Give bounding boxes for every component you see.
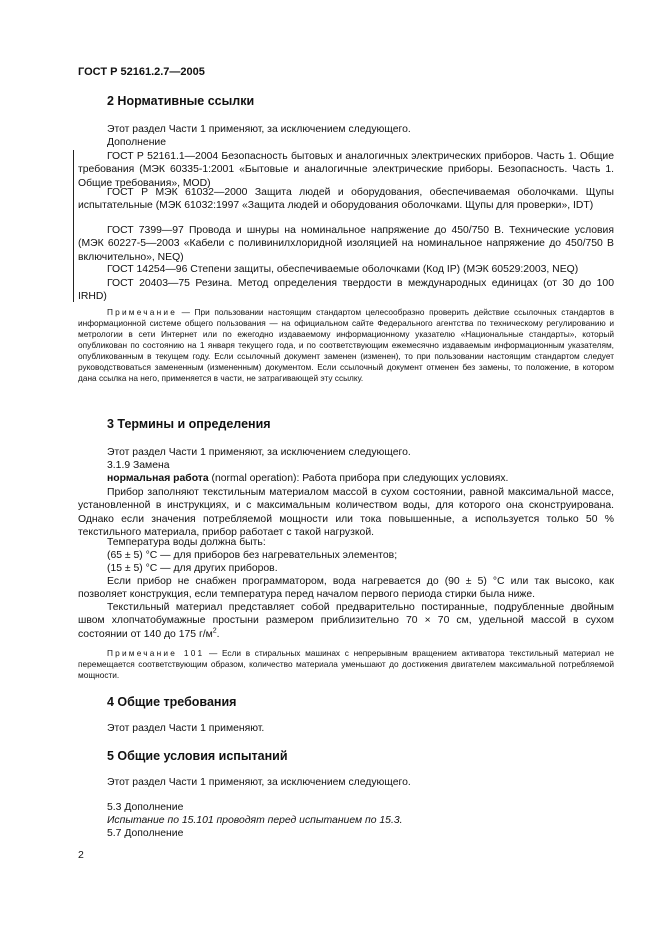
- clause-3-1-9: 3.1.9 Замена: [107, 460, 170, 471]
- term-definition-text: (normal operation): Работа прибора при следующих условиях.: [208, 473, 509, 484]
- clause-5-7: 5.7 Дополнение: [107, 828, 184, 839]
- section-3-note: [78, 648, 614, 681]
- note-label: Примечание: [107, 307, 178, 317]
- section-3-title: 3 Термины и определения: [107, 417, 271, 431]
- page-number: 2: [78, 849, 84, 861]
- water-temperature-2: (15 ± 5) °С — для других приборов.: [107, 563, 278, 574]
- water-temperature-heading: Температура воды должна быть:: [107, 537, 266, 548]
- section-2-intro: Этот раздел Части 1 применяют, за исключением следующего.: [107, 124, 411, 135]
- water-temperature-1: (65 ± 5) °С — для приборов без нагревательных элементов;: [107, 550, 398, 561]
- note-101-label: Примечание 101: [107, 648, 205, 658]
- reference-gost-52161-1: ГОСТ Р 52161.1—2004 Безопасность бытовых и аналогичных электрических приборов. Часть 1. Общие требования (МЭК 60335-1:2001 «Бытовые и аналогичные электрические приборы. Безопасность. Часть 1. Общие требования», MOD): [78, 151, 614, 189]
- section-2-addition: Дополнение: [107, 137, 167, 148]
- change-bar: [73, 150, 74, 302]
- clause-5-3-text: [78, 814, 614, 827]
- term-definition: [78, 472, 614, 485]
- note-text: — При пользовании настоящим стандартом целесообразно проверить действие ссылочных стандартов в информационной системе общего пользования — на официальном сайте Федерального агентства по техническому регулированию и метрологии в сети Интернет или по ежегодно издаваемому информационному указателю «Национальные стандарты», который опубликован по состоянию на 1 января текущего года, и по соответствующим ежемесячно издаваемым информационным указателям, опубликованным в текущем году. Если ссылочный документ заменен (изменен), то при пользовании настоящим стандартом следует руководствоваться замененным (измененным) документом. Если ссылочный документ отменен без замены, то положение, в котором дана ссылка на него, применяется в части, не затрагивающей эту ссылку.: [78, 307, 614, 383]
- section-4-title: 4 Общие требования: [107, 695, 237, 709]
- reference-gost-20403: ГОСТ 20403—75 Резина. Метод определения твердости в международных единицах (от 30 до 100 IRHD): [78, 278, 614, 303]
- clause-5-3-italic: Испытание по 15.101 проводят перед испытанием по 15.3.: [107, 815, 403, 826]
- section-3-intro: Этот раздел Части 1 применяют, за исключением следующего.: [107, 447, 411, 458]
- section-3-paragraph-textile: [78, 601, 614, 641]
- section-3-paragraph-load: Прибор заполняют текстильным материалом массой в сухом состоянии, равной максимальной массе, установленной в инструкциях, и с максимальным количеством воды, для которого она сконструирована. Однако если значения потребляемой мощности или тока повышенные, а используется только 50 % текстильного материала, прибор работает с такой нагрузкой.: [78, 487, 614, 539]
- term-normal-operation: нормальная работа: [107, 473, 209, 484]
- section-4-intro: Этот раздел Части 1 применяют.: [107, 723, 265, 734]
- reference-gost-7399: ГОСТ 7399—97 Провода и шнуры на номинальное напряжение до 450/750 В. Технические условия (МЭК 60227-5—2003 «Кабели с поливинилхлоридной изоляцией на номинальное напряжение до 450/750 В включительно», NEQ): [78, 225, 614, 263]
- reference-gost-mek-61032: ГОСТ Р МЭК 61032—2000 Защита людей и оборудования, обеспечиваемая оболочками. Щупы испытательные (МЭК 61032:1997 «Защита людей и оборудования оболочками. Щупы для проверки», IDT): [78, 187, 614, 212]
- document-code: ГОСТ Р 52161.2.7—2005: [78, 66, 205, 78]
- clause-5-3: 5.3 Дополнение: [107, 802, 184, 813]
- section-5-intro: Этот раздел Части 1 применяют, за исключением следующего.: [107, 777, 411, 788]
- textile-end: .: [216, 628, 220, 640]
- section-5-title: 5 Общие условия испытаний: [107, 749, 288, 763]
- textile-superscript: 2: [212, 627, 217, 635]
- note-101-text: — Если в стиральных машинах с непрерывным вращением активатора текстильный материал не перемещается соответствующим образом, количество материала уменьшают до достижения двигателем максимальной потребляемой мощности.: [78, 648, 614, 680]
- section-2-note: [78, 307, 614, 384]
- section-2-title: 2 Нормативные ссылки: [107, 94, 255, 108]
- reference-gost-14254: ГОСТ 14254—96 Степени защиты, обеспечиваемые оболочками (Код IP) (МЭК 60529:2003, NEQ): [107, 264, 579, 275]
- section-3-paragraph-heating: Если прибор не снабжен программатором, вода нагревается до (90 ± 5) °С или так высоко, как позволяет конструкция, если температура перед началом первого периода стирки была ниже.: [78, 576, 614, 601]
- textile-text: Текстильный материал представляет собой предварительно постиранные, подрубленные двойным швом хлопчатобумажные простыни размером приблизительно 70 × 70 см, удельной массой в сухом состоянии от 140 до 175 г/м: [78, 602, 614, 640]
